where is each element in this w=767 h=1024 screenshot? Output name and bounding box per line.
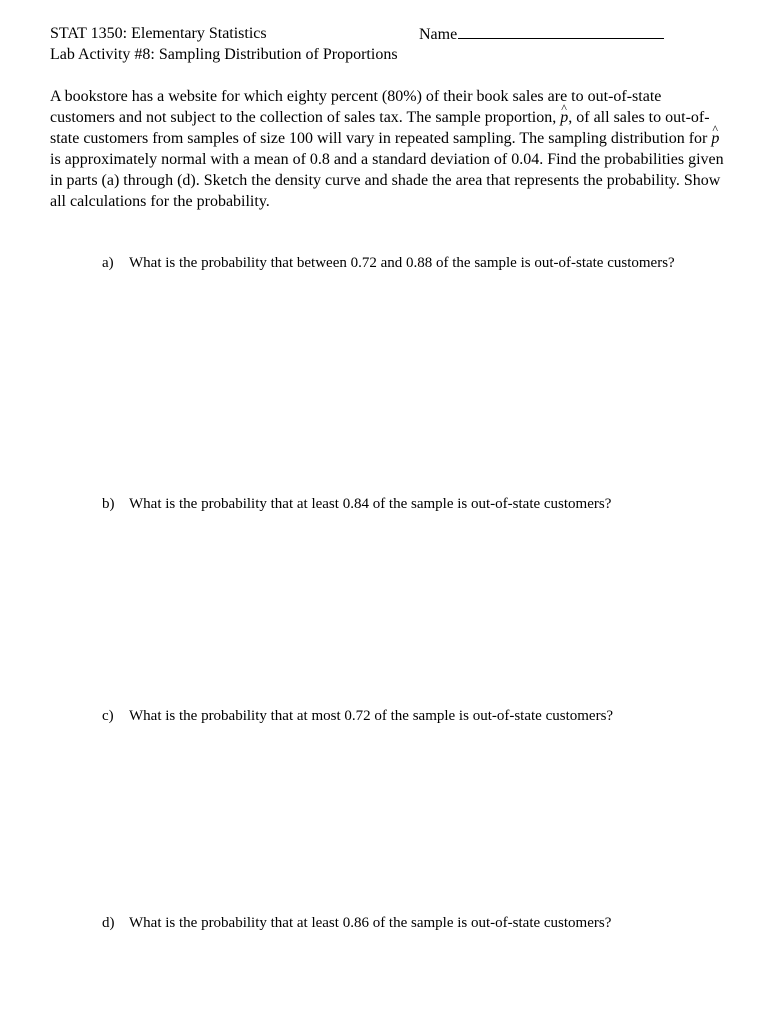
question-d (102, 913, 702, 933)
question-letter: d) (102, 915, 115, 931)
question-text: What is the probability that at least 0.84 of the sample is out-of-state customers? (129, 496, 612, 512)
question-letter: b) (102, 496, 115, 512)
intro-text-part2: , of all sales to out-of-state customers from samples of size 100 will vary in repeated sampling. The sampling distribution for (50, 109, 712, 147)
lab-title: Lab Activity #8: Sampling Distribution of Proportions (50, 46, 398, 63)
intro-text-part3: is approximately normal with a mean of 0.8 and a standard deviation of 0.04. Find the probabilities given in parts (a) through (d). Sketch the density curve and shade the area that represents the probability. Show all calculations for the probability. (50, 151, 724, 210)
question-letter: a) (102, 255, 114, 271)
question-text: What is the probability that between 0.72 and 0.88 of the sample is out-of-state customers? (129, 255, 675, 271)
name-field-block (419, 24, 664, 45)
question-text: What is the probability that at most 0.72 of the sample is out-of-state customers? (129, 708, 614, 724)
intro-text-part1: A bookstore has a website for which eighty percent (80%) of their book sales are to out-of-state customers and not subject to the collection of sales tax. The sample proportion, (50, 88, 662, 126)
course-title: STAT 1350: Elementary Statistics (50, 25, 267, 42)
question-b (102, 494, 702, 514)
name-label: Name (419, 26, 458, 43)
question-a (102, 253, 702, 273)
question-letter: c) (102, 708, 114, 724)
problem-statement (50, 86, 730, 212)
name-blank-line (458, 24, 664, 39)
p-hat-symbol: p ^ (711, 128, 719, 149)
p-hat-symbol: p ^ (560, 107, 568, 128)
question-c (102, 706, 702, 726)
question-text: What is the probability that at least 0.86 of the sample is out-of-state customers? (129, 915, 612, 931)
